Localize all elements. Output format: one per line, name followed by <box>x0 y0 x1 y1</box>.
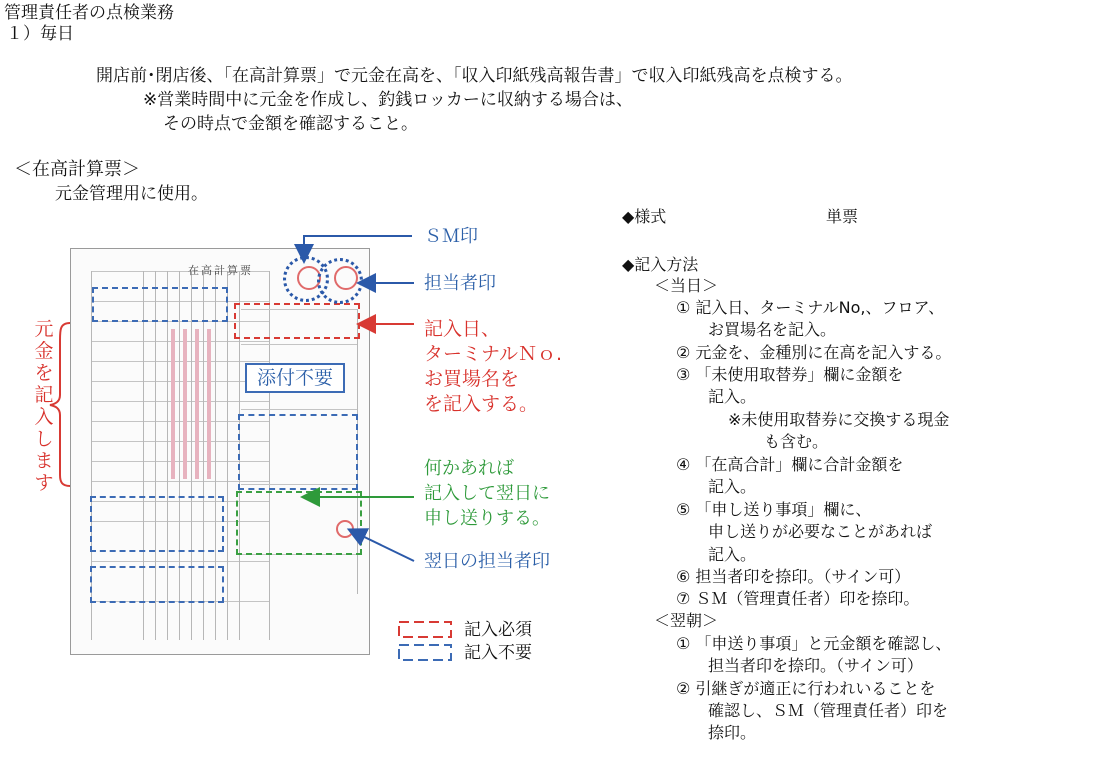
red-callout-2: ターミナルＮｏ. <box>424 343 563 365</box>
green-callout-3: 申し送りする。 <box>424 508 550 529</box>
legend-not-required: 記入不要 <box>464 643 532 663</box>
morning-item-2-cont2: 捺印。 <box>708 723 757 742</box>
legend-required: 記入必須 <box>464 620 532 640</box>
today-item-2: ② 元金を、金種別に在高を記入する。 <box>676 343 952 362</box>
morning-item-1: ① 「申送り事項」と元金額を確認し、 <box>676 634 952 653</box>
today-item-3-note: ※未使用取替券に交換する現金 <box>728 410 950 429</box>
red-callout-1: 記入日、 <box>424 318 501 340</box>
today-item-5: ⑤ 「申し送り事項」欄に、 <box>676 500 872 519</box>
today-item-4-cont: 記入。 <box>708 477 757 496</box>
attachment-not-required-box: 添付不要 <box>245 363 345 393</box>
daily-instruction: 開店前･閉店後、「在高計算票」で元金在高を、「収入印紙残高報告書」で収入印紙残高を点検する。 <box>96 66 853 86</box>
today-item-1-cont: お買場名を記入。 <box>708 320 837 339</box>
today-item-3-cont: 記入。 <box>708 387 757 406</box>
morning-heading: ＜翌朝＞ <box>654 611 719 630</box>
method-heading: ◆記入方法 <box>622 255 699 274</box>
today-item-7: ⑦ ＳＭ（管理責任者）印を捺印。 <box>676 589 920 608</box>
morning-item-2-cont: 確認し、ＳＭ（管理責任者）印を <box>708 701 949 720</box>
morning-item-2: ② 引継ぎが適正に行われいることを <box>676 679 936 698</box>
red-callout-4: を記入する。 <box>424 393 539 415</box>
note-line-1: ※営業時間中に元金を作成し、釣銭ロッカーに収納する場合は、 <box>143 90 633 110</box>
style-value: 単票 <box>826 207 859 226</box>
green-callout-2: 記入して翌日に <box>424 483 550 504</box>
today-item-6: ⑥ 担当者印を捺印。（サイン可） <box>676 567 911 586</box>
section-subtitle: 元金管理用に使用。 <box>55 184 208 204</box>
today-heading: ＜当日＞ <box>654 276 719 295</box>
section-title: ＜在高計算票＞ <box>14 159 140 180</box>
today-item-5-cont: 申し送りが必要なことがあれば <box>708 522 933 541</box>
daily-heading: １）毎日 <box>6 24 74 44</box>
left-vertical-note: 元 金 を 記 入 し ま す <box>34 318 54 494</box>
form-title: 在高計算票 <box>188 264 253 277</box>
today-item-3-note-cont: も含む。 <box>764 432 829 451</box>
style-label: ◆様式 <box>622 207 667 226</box>
next-day-stamp-label: 翌日の担当者印 <box>424 551 550 572</box>
today-item-1: ① 記入日、ターミナルNo,、フロア、 <box>676 298 945 317</box>
sm-stamp-label: ＳＭ印 <box>424 226 478 247</box>
page-title: 管理責任者の点検業務 <box>4 3 174 23</box>
today-item-4: ④ 「在高合計」欄に合計金額を <box>676 455 904 474</box>
morning-item-1-cont: 担当者印を捺印。（サイン可） <box>708 656 923 675</box>
red-callout-3: お買場名を <box>424 368 520 390</box>
today-item-3: ③ 「未使用取替券」欄に金額を <box>676 365 904 384</box>
green-callout-1: 何かあれば <box>424 458 514 479</box>
note-line-2: その時点で金額を確認すること。 <box>163 114 418 134</box>
tanto-stamp-label: 担当者印 <box>424 273 496 294</box>
today-item-5-cont2: 記入。 <box>708 545 757 564</box>
